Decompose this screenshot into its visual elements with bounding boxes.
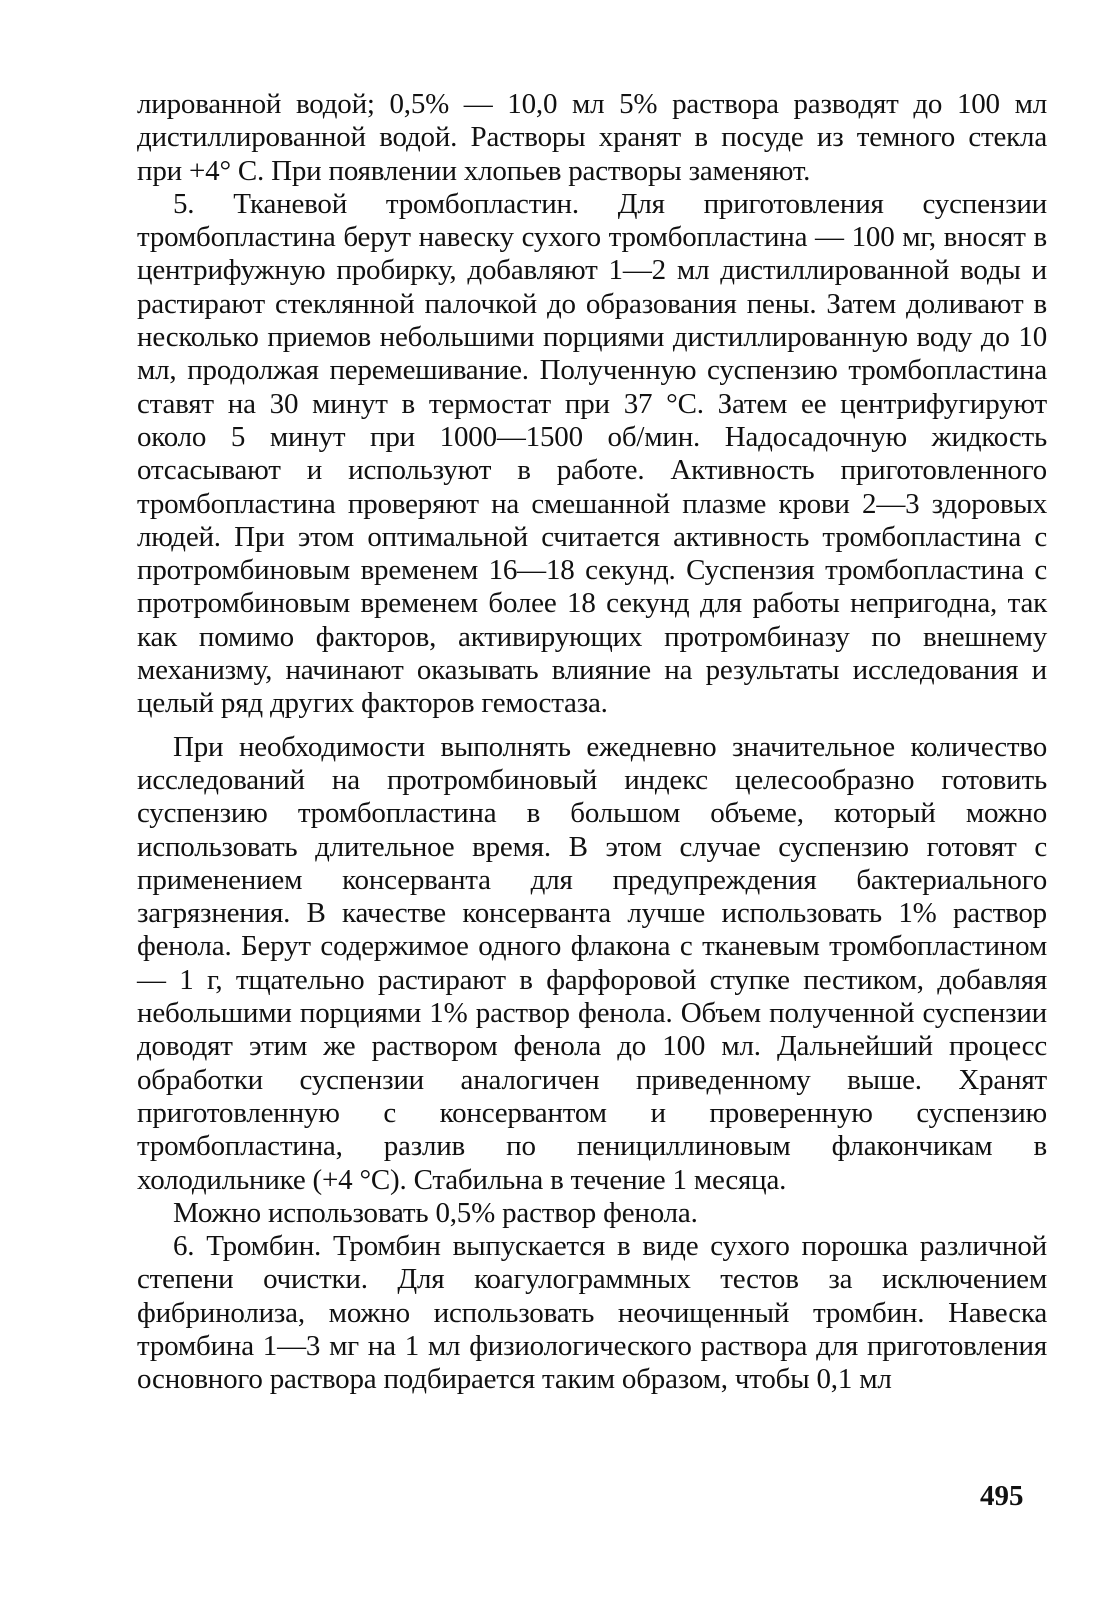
body-text — [137, 88, 1047, 1397]
page-number: 495 — [980, 1480, 1024, 1512]
paragraph-continuation: лированной водой; 0,5% — 10,0 мл 5% раствора разводят до 100 мл дистиллированной водой. Растворы хранят в посуде из темного стекла при +4° С. При появлении хлопьев растворы заменяют. — [137, 88, 1047, 187]
paragraph-thrombin: 6. Тромбин. Тромбин выпускается в виде сухого порошка различной степени очистки. Для коагулограммных тестов за исключением фибринолиза, можно использовать неочищенный тромбин. Навеска тромбина 1—3 мг на 1 мл физиологического раствора для приготовления основного раствора подбирается таким образом, чтобы 0,1 мл — [137, 1230, 1047, 1396]
paragraph-tissue-thromboplastin: 5. Тканевой тромбопластин. Для приготовления суспензии тромбопластина берут навеску сухого тромбопластина — 100 мг, вносят в центрифужную пробирку, добавляют 1—2 мл дистиллированной воды и растирают стеклянной палочкой до образования пены. Затем доливают в несколько приемов небольшими порциями дистиллированную воду до 10 мл, продолжая перемешивание. Полученную суспензию тромбопластина ставят на 30 минут в термостат при 37 °С. Затем ее центрифугируют около 5 минут при 1000—1500 об/мин. Надосадочную жидкость отсасывают и используют в работе. Активность приготовленного тромбопластина проверяют на смешанной плазме крови 2—3 здоровых людей. При этом оптимальной считается активность тромбопластина с протромбиновым временем 16—18 секунд. Суспензия тромбопластина с протромбиновым временем более 18 секунд для работы непригодна, так как помимо факторов, активирующих протромбиназу по внешнему механизму, начинают оказывать влияние на результаты исследования и целый ряд других факторов гемостаза. — [137, 187, 1047, 720]
paragraph-phenol-note: Можно использовать 0,5% раствор фенола. — [173, 1196, 698, 1229]
paragraph-large-volume-suspension: При необходимости выполнять ежедневно значительное количество исследований на протромбиновый индекс целесообразно готовить суспензию тромбопластина в большом объеме, который можно использовать длительное время. В этом случае суспензию готовят с применением консерванта для предупреждения бактериального загрязнения. В качестве консерванта лучше использовать 1% раствор фенола. Берут содержимое одного флакона с тканевым тромбопластином — 1 г, тщательно растирают в фарфоровой ступке пестиком, добавляя небольшими порциями 1% раствор фенола. Объем полученной суспензии доводят этим же раствором фенола до 100 мл. Дальнейший процесс обработки суспензии аналогичен приведенному выше. Хранят приготовленную с консервантом и проверенную суспензию тромбопластина, разлив по пенициллиновым флакончикам в холодильнике (+4 °С). Стабильна в течение 1 месяца. — [137, 730, 1047, 1196]
